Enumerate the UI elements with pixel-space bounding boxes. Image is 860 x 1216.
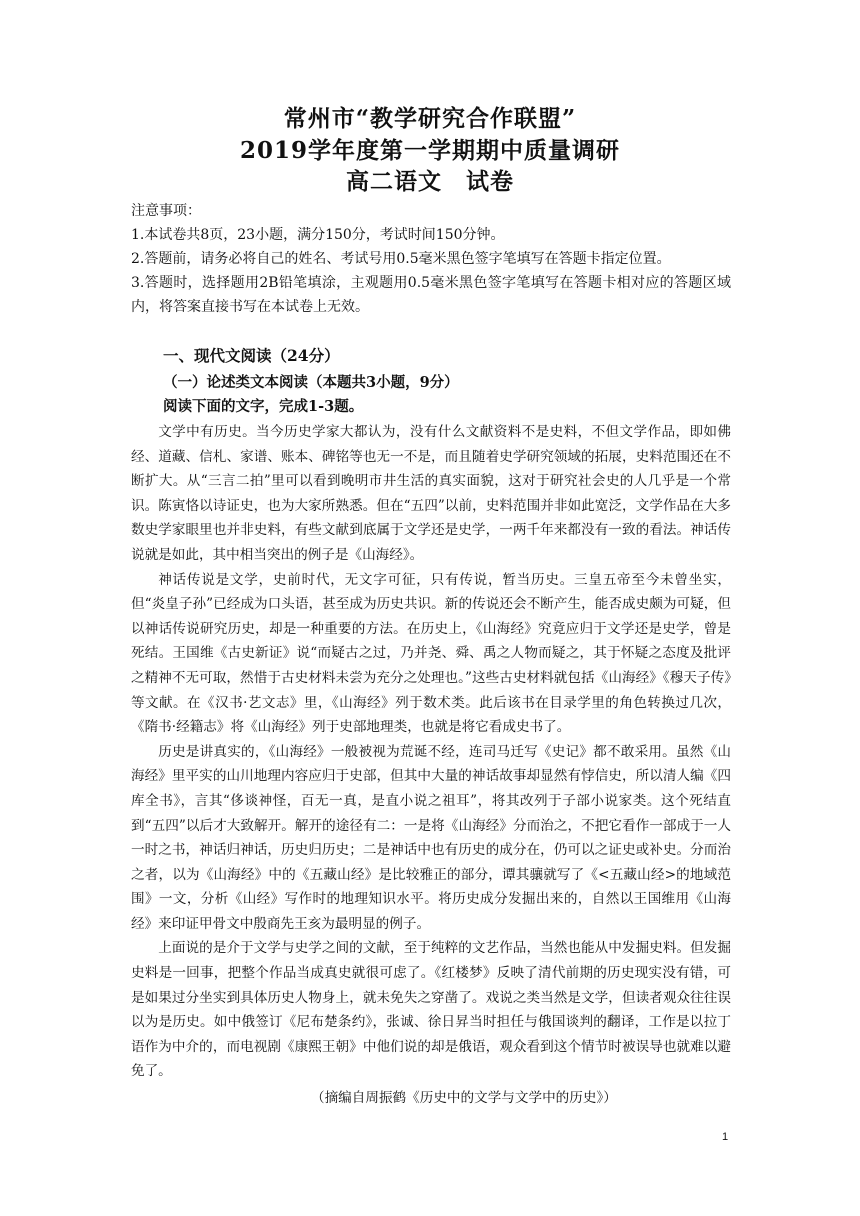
exam-title-line1: 常州市“教学研究合作联盟”	[283, 105, 577, 132]
page-number: 1	[722, 1131, 729, 1143]
passage-paragraph-1: 文学中有历史。当今历史学家大都认为，没有什么文献资料不是史料，不但文学作品，即如佛经、道藏、信札、家谱、账本、碑铭等也无一不是，而且随着史学研究领域的拓展，史料范围还在不断扩大。从“三言二拍”里可以看到晚明市井生活的真实面貌，这对于研究社会史的人几乎是一个常识。陈寅恪以诗证史，也为大家所熟悉。但在“五四”以前，史料范围并非如此宽泛，文学作品在大多数史学家眼里也并非史料，有些文献到底属于文学还是史学，一两千年来都没有一致的看法。神话传说就是如此，其中相当突出的例子是《山海经》。	[131, 424, 731, 563]
exam-title-line2: 2019学年度第一学期期中质量调研	[239, 137, 620, 164]
passage-paragraph-3: 历史是讲真实的，《山海经》一般被视为荒诞不经，连司马迁写《史记》都不敢采用。虽然《山海经》里平实的山川地理内容应归于史部，但其中大量的神话故事却显然有悖信史，所以清人编《四库全书》，言其“侈谈神怪，百无一真，是直小说之祖耳”，将其改列于子部小说家类。这个死结直到“五四”以后才大致解开。解开的途径有二：一是将《山海经》分而治之，不把它看作一部成于一人一时之书，神话归神话，历史归历史；二是神话中也有历史的成分在，仍可以之证史或补史。分而治之者，以为《山海经》中的《五藏山经》是比较雅正的部分，谭其骧就写了《<五藏山经>的地域范围》一文，分析《山经》写作时的地理知识水平。将历史成分发掘出来的，自然以王国维用《山海经》来印证甲骨文中殷商先王亥为最明显的例子。	[131, 743, 731, 932]
section-subtitle: （一）论述类文本阅读（本题共3小题，9分）	[163, 374, 459, 391]
exam-title-line3: 高二语文 试卷	[346, 168, 514, 195]
passage-source: （摘编自周振鹤《历史中的文学与文学中的历史》）	[311, 1090, 617, 1106]
notice-heading: 注意事项：	[131, 203, 201, 219]
reading-instruction: 阅读下面的文字，完成1-3题。	[163, 398, 364, 415]
notice-block	[131, 199, 731, 319]
reading-passage	[131, 420, 731, 1084]
passage-paragraph-4: 上面说的是介于文学与史学之间的文献，至于纯粹的文艺作品，当然也能从中发掘史料。但发掘史料是一回事，把整个作品当成真史就很可虑了。《红楼梦》反映了清代前期的历史现实没有错，可是如果过分坐实到具体历史人物身上，就未免失之穿凿了。戏说之类当然是文学，但读者观众往往误以为是历史。如中俄签订《尼布楚条约》，张诚、徐日昇当时担任与俄国谈判的翻译，工作是以拉丁语作为中介的，而电视剧《康熙王朝》中他们说的却是俄语，观众看到这个情节时被误导也就难以避免了。	[131, 940, 731, 1080]
section-title: 一、现代文阅读（24分）	[163, 346, 340, 365]
notice-item-1: 1.本试卷共8页，23小题，满分150分，考试时间150分钟。	[131, 227, 505, 243]
passage-paragraph-2: 神话传说是文学，史前时代，无文字可征，只有传说，暂当历史。三皇五帝至今未曾坐实，但“炎皇子孙”已经成为口头语，甚至成为历史共识。新的传说还会不断产生，能否成史颇为可疑，但以神话传说研究历史，却是一种重要的方法。在历史上，《山海经》究竟应归于文学还是史学，曾是死结。王国维《古史新证》说“而疑古之过，乃并尧、舜、禹之人物而疑之，其于怀疑之态度及批评之精神不无可取，然惜于古史材料未尝为充分之处理也。”这些古史材料就包括《山海经》《穆天子传》等文献。在《汉书·艺文志》里，《山海经》列于数术类。此后该书在目录学里的角色转换过几次，《隋书·经籍志》将《山海经》列于史部地理类，也就是将它看成史书了。	[131, 571, 731, 736]
notice-item-3: 3.答题时，选择题用2B铅笔填涂，主观题用0.5毫米黑色签字笔填写在答题卡相对应的答题区域内，将答案直接书写在本试卷上无效。	[131, 275, 731, 315]
notice-item-2: 2.答题前，请务必将自己的姓名、考试号用0.5毫米黑色签字笔填写在答题卡指定位置。	[131, 251, 671, 267]
